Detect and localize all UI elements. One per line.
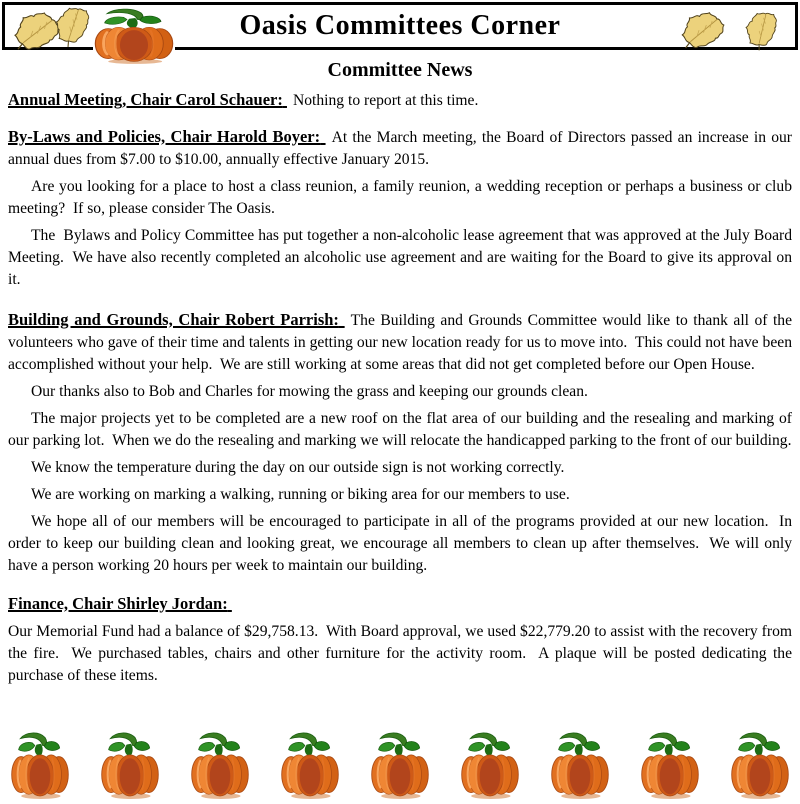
section-heading: Building and Grounds, Chair Robert Parrish: — [8, 310, 339, 329]
section-intro: At the March meeting, the Board of Directors passed an increase in our annual dues from $7.00 to $10.00, annually effective January 2015. — [8, 129, 796, 168]
pumpkin-icon — [93, 8, 175, 65]
section-intro: Nothing to report at this time. — [292, 92, 479, 109]
paragraph: Are you looking for a place to host a class reunion, a family reunion, a wedding reception or perhaps a business or club meeting? If so, please consider The Oasis. — [8, 178, 796, 217]
pumpkin-icon — [550, 730, 610, 802]
oak-leaf-icon — [675, 8, 734, 53]
section-heading: Finance, Chair Shirley Jordan: — [8, 594, 228, 613]
paragraph: The major projects yet to be completed are a new roof on the flat area of our building and the resealing and marking of our parking lot. When we do the resealing and marking we will relocate the handicapped parking to the front of our building. — [8, 410, 796, 449]
section-bylaws-policies — [8, 126, 796, 291]
paragraph: We know the temperature during the day on our outside sign is not working correctly. — [31, 459, 565, 476]
pumpkin-icon — [100, 730, 160, 802]
paragraph: We hope all of our members will be encouraged to participate in all of the programs provided at our new location. In order to keep our building clean and looking great, we encourage all members to clean up after themselves. We will only have a person working 20 hours per week to maintain our building. — [8, 513, 796, 574]
section-annual-meeting — [8, 89, 792, 112]
pumpkin-icon — [190, 730, 250, 802]
section-building-grounds — [8, 309, 796, 577]
section-finance — [8, 593, 796, 687]
newsletter-page — [0, 2, 800, 804]
section-intro: The Building and Grounds Committee would like to thank all of the volunteers who gave of their time and talents in getting our new location ready for us to move into. This could not have been accomplished without your help. We are still working at some areas that did not get completed before our Open House. — [8, 312, 796, 373]
section-heading: By-Laws and Policies, Chair Harold Boyer: — [8, 127, 321, 146]
pumpkin-icon — [370, 730, 430, 802]
paragraph — [8, 126, 796, 171]
pumpkin-icon — [10, 730, 70, 802]
paragraph — [8, 593, 792, 616]
footer-pumpkin-row — [0, 730, 800, 802]
pumpkin-icon — [460, 730, 520, 802]
paragraph: Our Memorial Fund had a balance of $29,758.13. With Board approval, we used $22,779.20 to assist with the recovery from the fire. We purchased tables, chairs and other furniture for the activity room. A plaque will be posted dedicating the purchase of these items. — [8, 623, 796, 684]
newsletter-body — [0, 59, 800, 687]
paragraph: Our thanks also to Bob and Charles for mowing the grass and keeping our grounds clean. — [31, 383, 588, 400]
pumpkin-icon — [280, 730, 340, 802]
page-subtitle: Committee News — [327, 59, 473, 81]
banner-title: Oasis Committees Corner — [239, 10, 561, 41]
paragraph: The Bylaws and Policy Committee has put together a non-alcoholic lease agreement that was approved at the July Board Meeting. We have also recently completed an alcoholic use agreement and are waiting for the Board to give its approval on it. — [8, 227, 796, 288]
paragraph — [8, 309, 796, 376]
pumpkin-icon — [730, 730, 790, 802]
section-heading: Annual Meeting, Chair Carol Schauer: — [8, 90, 283, 109]
paragraph: We are working on marking a walking, running or biking area for our members to use. — [31, 486, 570, 503]
pumpkin-icon — [640, 730, 700, 802]
header-banner — [2, 2, 798, 50]
paragraph — [8, 89, 792, 112]
